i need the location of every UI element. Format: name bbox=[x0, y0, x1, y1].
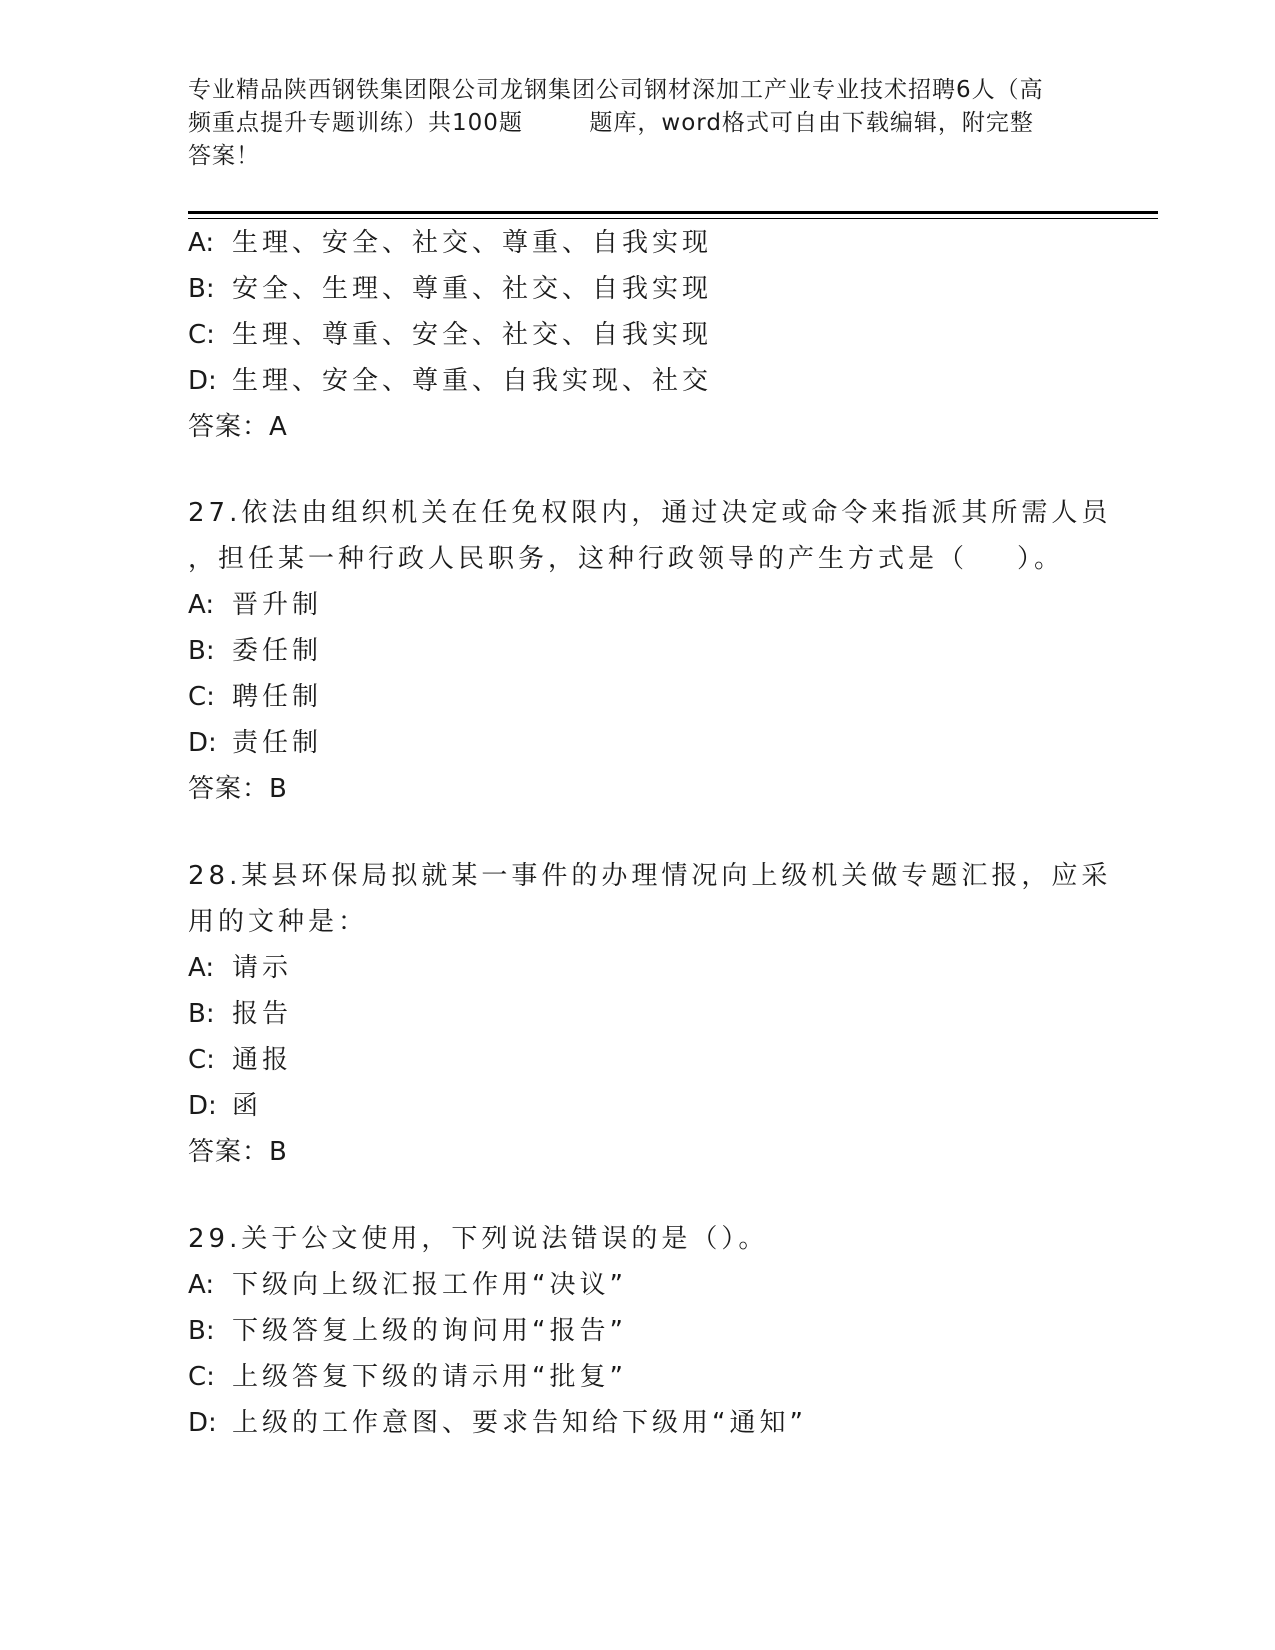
option-c bbox=[188, 312, 1148, 358]
question-28 bbox=[188, 853, 1148, 1175]
option-key: D: bbox=[188, 728, 217, 758]
option-key: C: bbox=[188, 1045, 215, 1075]
option-c bbox=[188, 1354, 1148, 1400]
option-key: C: bbox=[188, 682, 215, 712]
option-key: A: bbox=[188, 228, 215, 258]
header-divider-thick bbox=[188, 211, 1158, 214]
option-text: 聘任制 bbox=[232, 682, 323, 712]
option-key: D: bbox=[188, 1091, 217, 1121]
question-29 bbox=[188, 1216, 1148, 1446]
question-stem: 28.某县环保局拟就某一事件的办理情况向上级机关做专题汇报，应采 bbox=[188, 861, 1112, 891]
option-d bbox=[188, 720, 1148, 766]
option-text: 函 bbox=[232, 1091, 263, 1121]
option-a bbox=[188, 945, 1148, 991]
option-b bbox=[188, 266, 1148, 312]
option-text: 上级的工作意图、要求告知给下级用“通知” bbox=[232, 1408, 807, 1438]
answer-line: 答案：B bbox=[188, 774, 288, 804]
question-27 bbox=[188, 490, 1148, 812]
option-a bbox=[188, 1262, 1148, 1308]
option-text: 生理、安全、社交、尊重、自我实现 bbox=[232, 228, 713, 258]
question-stem: 29.关于公文使用，下列说法错误的是（）。 bbox=[188, 1224, 769, 1254]
option-key: B: bbox=[188, 1316, 215, 1346]
option-key: C: bbox=[188, 320, 215, 350]
option-c bbox=[188, 1037, 1148, 1083]
option-text: 责任制 bbox=[232, 728, 323, 758]
option-d bbox=[188, 358, 1148, 404]
title-line-1: 专业精品陕西钢铁集团限公司龙钢集团公司钢材深加工产业专业技术招聘6人（高 bbox=[188, 77, 1044, 103]
question-stem-continued: ，担任某一种行政人民职务，这种行政领导的产生方式是（ ）。 bbox=[188, 544, 1065, 574]
option-a bbox=[188, 582, 1148, 628]
question-stem-continued: 用的文种是： bbox=[188, 907, 369, 937]
option-text: 安全、生理、尊重、社交、自我实现 bbox=[232, 274, 713, 304]
option-b bbox=[188, 1308, 1148, 1354]
option-text: 生理、安全、尊重、自我实现、社交 bbox=[232, 366, 713, 396]
option-key: C: bbox=[188, 1362, 215, 1392]
option-b bbox=[188, 991, 1148, 1037]
option-key: D: bbox=[188, 366, 217, 396]
option-key: B: bbox=[188, 636, 215, 666]
option-key: A: bbox=[188, 1270, 215, 1300]
document-title bbox=[188, 74, 1088, 173]
option-text: 报告 bbox=[232, 999, 293, 1029]
option-d bbox=[188, 1083, 1148, 1129]
title-line-2: 频重点提升专题训练）共100题 题库，word格式可自由下载编辑，附完整 bbox=[188, 110, 1034, 136]
option-key: D: bbox=[188, 1408, 217, 1438]
title-line-3: 答案！ bbox=[188, 143, 260, 169]
answer-line: 答案：A bbox=[188, 412, 288, 442]
option-text: 下级答复上级的询问用“报告” bbox=[232, 1316, 627, 1346]
question-stem: 27.依法由组织机关在任免权限内，通过决定或命令来指派其所需人员 bbox=[188, 498, 1112, 528]
question-26 bbox=[188, 220, 1148, 450]
answer-line: 答案：B bbox=[188, 1137, 288, 1167]
option-key: B: bbox=[188, 999, 215, 1029]
option-key: A: bbox=[188, 953, 215, 983]
option-c bbox=[188, 674, 1148, 720]
option-text: 委任制 bbox=[232, 636, 323, 666]
option-text: 生理、尊重、安全、社交、自我实现 bbox=[232, 320, 713, 350]
option-text: 下级向上级汇报工作用“决议” bbox=[232, 1270, 627, 1300]
option-d bbox=[188, 1400, 1148, 1446]
option-key: B: bbox=[188, 274, 215, 304]
option-text: 晋升制 bbox=[232, 590, 323, 620]
option-key: A: bbox=[188, 590, 215, 620]
option-b bbox=[188, 628, 1148, 674]
option-a bbox=[188, 220, 1148, 266]
option-text: 请示 bbox=[232, 953, 293, 983]
header-divider-thin bbox=[188, 218, 1158, 219]
option-text: 上级答复下级的请示用“批复” bbox=[232, 1362, 627, 1392]
option-text: 通报 bbox=[232, 1045, 293, 1075]
